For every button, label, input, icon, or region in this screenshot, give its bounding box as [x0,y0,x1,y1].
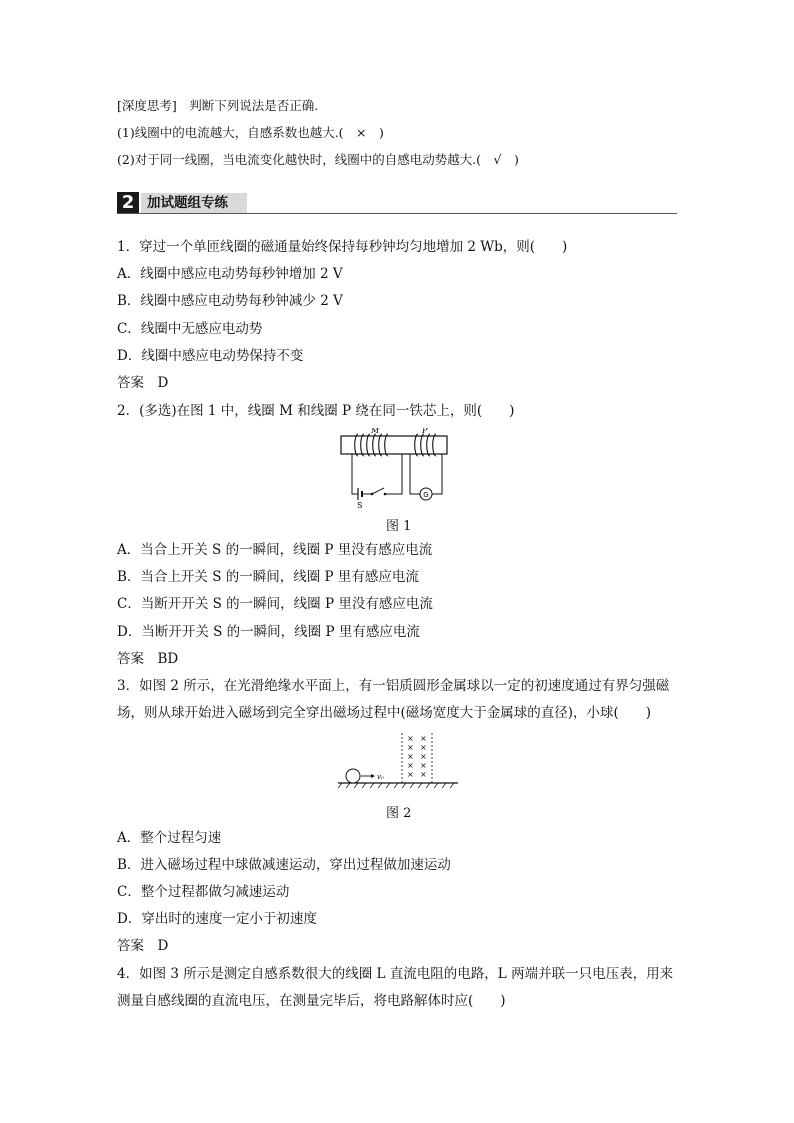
section-rule [117,213,677,214]
figure-1-diagram [338,428,462,510]
q3-option-a: A．整个过程匀速 [117,830,222,846]
section-number: 2 [117,192,139,214]
q2-option-a: A．当合上开关 S 的一瞬间，线圈 P 里没有感应电流 [117,542,433,558]
q3-option-b: B．进入磁场过程中球做减速运动，穿出过程做加速运动 [117,857,451,873]
q2-stem: 2．(多选)在图 1 中，线圈 M 和线圈 P 绕在同一铁芯上，则( ) [117,403,515,419]
q4-stem-line-1: 4．如图 3 所示是测定自感系数很大的线圈 L 直流电阻的电路，L 两端并联一只电压表，用来 [117,966,674,982]
q1-option-a: A．线圈中感应电动势每秒钟增加 2 V [117,266,343,282]
q2-option-d: D．当断开开关 S 的一瞬间，线圈 P 里有感应电流 [117,624,420,640]
q1-option-c: C．线圈中无感应电动势 [117,321,263,337]
figure-1-label-g: G [423,491,429,499]
field-cross: × [420,734,427,743]
q1-stem: 1．穿过一个单匝线圈的磁通量始终保持每秒钟均匀地增加 2 Wb，则( ) [117,239,568,255]
q2-option-c: C．当断开开关 S 的一瞬间，线圈 P 里没有感应电流 [117,596,433,612]
field-cross: × [420,761,427,770]
field-cross: × [420,752,427,761]
q3-stem-line-1: 3．如图 2 所示，在光滑绝缘水平面上，有一铝质圆形金属球以一定的初速度通过有界匀强磁 [117,678,670,694]
q3-option-d: D．穿出时的速度一定小于初速度 [117,911,317,927]
q4-stem-line-2: 测量自感线圈的直流电压，在测量完毕后，将电路解体时应( ) [117,993,506,1009]
q3-answer: 答案 D [117,938,169,954]
q2-option-b: B．当合上开关 S 的一瞬间，线圈 P 里有感应电流 [117,569,419,585]
q3-option-c: C．整个过程都做匀减速运动 [117,884,290,900]
field-cross: × [420,743,427,752]
field-cross: × [407,734,414,743]
review-statement-2: (2)对于同一线圈，当电流变化越快时，线圈中的自感电动势越大.( √ ) [117,152,519,167]
figure-2-caption: 图 2 [386,806,412,821]
q3-stem-line-2: 场，则从球开始进入磁场到完全穿出磁场过程中(磁场宽度大于金属球的直径)，小球( ) [117,705,652,721]
figure-2-diagram [336,731,460,793]
figure-1-caption: 图 1 [386,519,412,534]
review-title: [深度思考] 判断下列说法是否正确. [117,98,319,113]
q1-option-d: D．线圈中感应电动势保持不变 [117,348,304,364]
q1-option-b: B．线圈中感应电动势每秒钟减少 2 V [117,293,343,309]
field-cross: × [407,743,414,752]
figure-1-label-s: S [357,501,363,510]
field-cross: × [407,770,414,779]
field-cross: × [407,752,414,761]
q1-answer: 答案 D [117,375,169,391]
figure-1-label-m: M [371,428,380,435]
figure-2-velocity-label: v₀ [377,773,384,781]
review-statement-1: (1)线圈中的电流越大，自感系数也越大.( × ) [117,125,384,140]
q2-answer: 答案 BD [117,651,179,667]
figure-1-label-p: P [422,428,428,435]
field-cross: × [420,770,427,779]
section-title: 加试题组专练 [141,193,247,213]
field-cross: × [407,761,414,770]
section-banner [117,192,247,214]
